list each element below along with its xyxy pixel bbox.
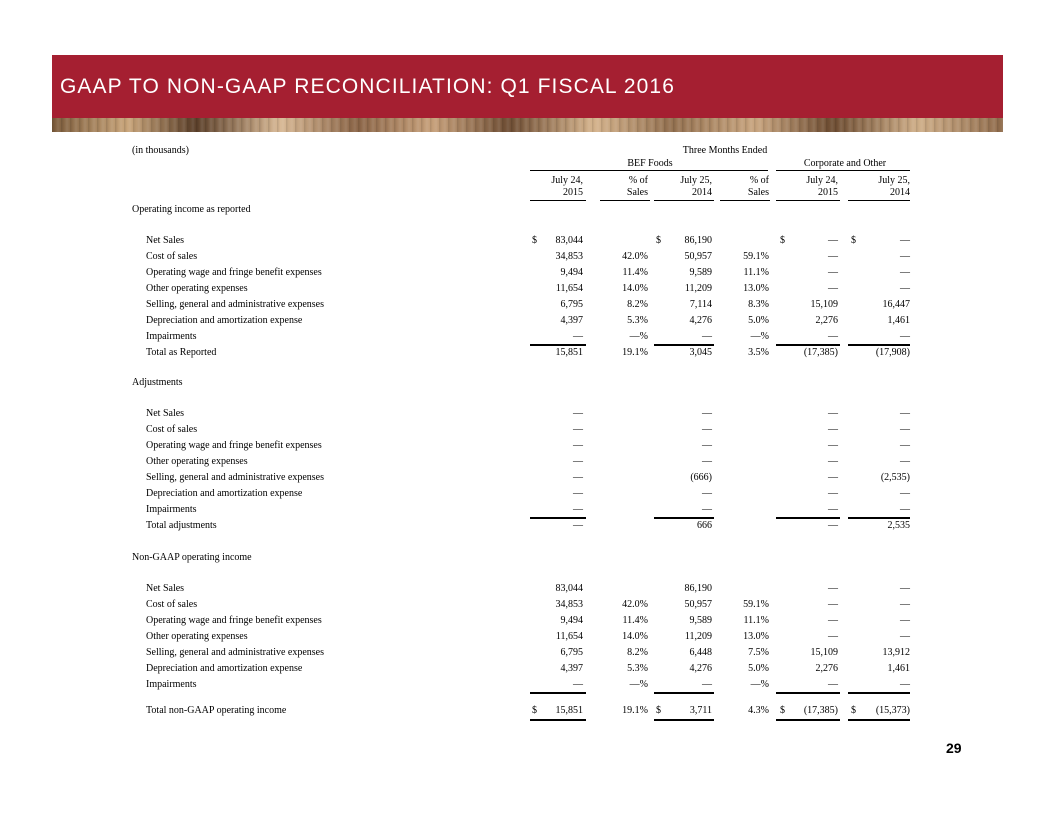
table-cell: (17,385) (803, 347, 838, 358)
table-cell: — (828, 440, 838, 451)
table-cell: — (702, 456, 712, 467)
table-cell: — (702, 440, 712, 451)
table-cell: 3.5% (748, 347, 769, 358)
table-cell: — (702, 408, 712, 419)
row-label: Other operating expenses (146, 631, 248, 642)
table-cell: 6,795 (560, 647, 583, 658)
column-header-line1: % of (628, 175, 648, 186)
column-header-line2: 2015 (818, 187, 838, 198)
group-underline-bef (530, 170, 768, 171)
table-cell: — (828, 615, 838, 626)
column-header-line1: % of (749, 175, 769, 186)
row-label: Depreciation and amortization expense (146, 315, 303, 326)
page-number: 29 (946, 740, 962, 756)
row-label: Depreciation and amortization expense (146, 488, 303, 499)
table-cell: 15,109 (810, 299, 838, 310)
table-cell: — (828, 456, 838, 467)
subtotal-underline (848, 692, 910, 694)
total-double-underline (654, 719, 714, 721)
period-header: Three Months Ended (682, 145, 768, 156)
currency-symbol: $ (851, 235, 856, 246)
table-cell: — (828, 488, 838, 499)
table-cell: — (702, 504, 712, 515)
row-label: Depreciation and amortization expense (146, 663, 303, 674)
table-cell: — (573, 472, 583, 483)
column-header-underline (654, 200, 714, 201)
subtotal-underline (654, 692, 714, 694)
table-cell: 16,447 (882, 299, 910, 310)
table-cell: 15,851 (555, 347, 583, 358)
table-cell: 11.4% (622, 615, 648, 626)
row-label: Operating wage and fringe benefit expenses (146, 615, 322, 626)
table-cell: — (573, 408, 583, 419)
table-cell: 9,589 (689, 267, 712, 278)
row-label: Total as Reported (146, 347, 217, 358)
row-label: Other operating expenses (146, 283, 248, 294)
table-cell: 8.2% (627, 299, 648, 310)
table-cell: — (702, 331, 712, 342)
row-label: Cost of sales (146, 424, 198, 435)
row-label: Impairments (146, 504, 197, 515)
table-cell: 8.2% (627, 647, 648, 658)
column-header-underline (720, 200, 770, 201)
table-cell: 86,190 (684, 235, 712, 246)
table-cell: 11.1% (743, 615, 769, 626)
row-label: Net Sales (146, 583, 185, 594)
table-cell: 2,535 (887, 520, 910, 531)
table-cell: 3,045 (689, 347, 712, 358)
table-cell: — (573, 520, 583, 531)
table-cell: — (828, 408, 838, 419)
row-label: Operating wage and fringe benefit expenses (146, 440, 322, 451)
table-cell: — (573, 331, 583, 342)
table-cell: (2,535) (880, 472, 910, 483)
row-label: Cost of sales (146, 599, 198, 610)
table-cell: — (828, 599, 838, 610)
table-cell: 4,276 (689, 315, 712, 326)
subtotal-underline (776, 692, 840, 694)
currency-symbol: $ (656, 235, 661, 246)
currency-symbol: $ (532, 705, 537, 716)
title-banner (52, 55, 1003, 118)
table-cell: — (900, 583, 910, 594)
table-cell: 34,853 (555, 251, 583, 262)
table-cell: — (828, 331, 838, 342)
table-cell: — (900, 235, 910, 246)
table-cell: — (900, 408, 910, 419)
table-cell: —% (629, 679, 648, 690)
table-cell: 11,654 (555, 283, 583, 294)
table-cell: — (702, 424, 712, 435)
table-cell: — (900, 440, 910, 451)
table-cell: 59.1% (743, 599, 769, 610)
column-header-line2: 2014 (890, 187, 910, 198)
column-header-line2: 2015 (563, 187, 583, 198)
column-header-line1: July 25, (680, 175, 712, 186)
table-cell: —% (750, 679, 769, 690)
table-cell: 7,114 (689, 299, 712, 310)
table-cell: 50,957 (684, 599, 712, 610)
table-cell: — (828, 679, 838, 690)
table-cell: 15,851 (555, 705, 583, 716)
table-cell: 9,494 (560, 615, 583, 626)
table-cell: — (573, 440, 583, 451)
currency-symbol: $ (656, 705, 661, 716)
table-cell: —% (629, 331, 648, 342)
column-header-underline (530, 200, 586, 201)
table-cell: — (573, 488, 583, 499)
table-cell: 7.5% (748, 647, 769, 658)
currency-symbol: $ (780, 235, 785, 246)
row-label: Net Sales (146, 408, 185, 419)
row-label: Impairments (146, 331, 197, 342)
table-cell: — (702, 488, 712, 499)
section-title: Operating income as reported (132, 204, 251, 215)
table-cell: — (900, 331, 910, 342)
row-label: Operating wage and fringe benefit expenses (146, 267, 322, 278)
table-cell: — (573, 456, 583, 467)
table-cell: 50,957 (684, 251, 712, 262)
table-cell: (666) (690, 472, 712, 483)
table-cell: 5.3% (627, 663, 648, 674)
table-cell: 13.0% (743, 631, 769, 642)
column-header-line2: Sales (747, 187, 769, 198)
table-cell: — (828, 520, 838, 531)
row-label: Impairments (146, 679, 197, 690)
table-cell: — (900, 424, 910, 435)
table-cell: — (900, 267, 910, 278)
table-cell: 13,912 (882, 647, 910, 658)
total-double-underline (530, 719, 586, 721)
table-cell: 1,461 (887, 663, 910, 674)
table-cell: — (828, 631, 838, 642)
table-cell: 11,209 (684, 631, 712, 642)
table-cell: 59.1% (743, 251, 769, 262)
table-cell: — (828, 251, 838, 262)
table-cell: — (900, 631, 910, 642)
table-cell: 13.0% (743, 283, 769, 294)
table-cell: 11.1% (743, 267, 769, 278)
table-cell: 3,711 (689, 705, 712, 716)
table-cell: — (900, 283, 910, 294)
page-title: GAAP TO NON-GAAP RECONCILIATION: Q1 FISCAL 2016 (60, 75, 675, 98)
subtotal-underline (530, 692, 586, 694)
table-cell: — (900, 615, 910, 626)
column-header-line1: July 24, (806, 175, 838, 186)
subtotal-underline (848, 344, 910, 346)
table-cell: — (828, 472, 838, 483)
table-cell: — (573, 424, 583, 435)
table-cell: 14.0% (622, 631, 648, 642)
column-header-line2: 2014 (692, 187, 712, 198)
row-label: Selling, general and administrative expenses (146, 299, 325, 310)
table-cell: 19.1% (622, 705, 648, 716)
table-cell: 4,397 (560, 663, 583, 674)
subtotal-underline (530, 517, 586, 519)
row-label: Cost of sales (146, 251, 198, 262)
subtotal-underline (530, 344, 586, 346)
table-cell: — (828, 283, 838, 294)
table-cell: 83,044 (555, 235, 583, 246)
table-cell: 6,448 (689, 647, 712, 658)
currency-symbol: $ (851, 705, 856, 716)
section-title: Adjustments (132, 377, 183, 388)
table-cell: 8.3% (748, 299, 769, 310)
table-cell: 2,276 (815, 315, 838, 326)
table-cell: 4,276 (689, 663, 712, 674)
table-cell: 15,109 (810, 647, 838, 658)
table-cell: 83,044 (555, 583, 583, 594)
units-label: (in thousands) (132, 145, 189, 156)
table-cell: — (900, 456, 910, 467)
table-cell: —% (750, 331, 769, 342)
table-cell: — (900, 504, 910, 515)
decorative-texture-strip (52, 118, 1003, 132)
table-cell: 14.0% (622, 283, 648, 294)
column-header-underline (600, 200, 650, 201)
currency-symbol: $ (780, 705, 785, 716)
column-header-line2: Sales (626, 187, 648, 198)
table-cell: — (573, 679, 583, 690)
subtotal-underline (654, 517, 714, 519)
total-double-underline (848, 719, 910, 721)
table-cell: — (900, 679, 910, 690)
row-label: Total non-GAAP operating income (146, 705, 287, 716)
group-underline-corp (776, 170, 910, 171)
table-cell: 4,397 (560, 315, 583, 326)
table-cell: 34,853 (555, 599, 583, 610)
table-cell: (15,373) (875, 705, 910, 716)
table-cell: 1,461 (887, 315, 910, 326)
table-cell: 9,494 (560, 267, 583, 278)
column-header-underline (848, 200, 910, 201)
column-header-underline (776, 200, 840, 201)
subtotal-underline (654, 344, 714, 346)
total-double-underline (776, 719, 840, 721)
table-cell: 2,276 (815, 663, 838, 674)
table-cell: 42.0% (622, 599, 648, 610)
table-cell: 86,190 (684, 583, 712, 594)
group-header-corporate: Corporate and Other (803, 158, 887, 169)
subtotal-underline (776, 344, 840, 346)
table-cell: 42.0% (622, 251, 648, 262)
table-cell: 11,209 (684, 283, 712, 294)
table-cell: — (900, 251, 910, 262)
subtotal-underline (776, 517, 840, 519)
subtotal-underline (848, 517, 910, 519)
table-cell: 11,654 (555, 631, 583, 642)
table-cell: — (828, 504, 838, 515)
column-header-line1: July 24, (551, 175, 583, 186)
table-cell: — (573, 504, 583, 515)
table-cell: — (828, 424, 838, 435)
table-cell: (17,385) (803, 705, 838, 716)
table-cell: 5.0% (748, 663, 769, 674)
row-label: Other operating expenses (146, 456, 248, 467)
table-cell: 11.4% (622, 267, 648, 278)
table-cell: — (828, 235, 838, 246)
table-cell: 5.0% (748, 315, 769, 326)
column-header-line1: July 25, (878, 175, 910, 186)
section-title: Non-GAAP operating income (132, 552, 252, 563)
currency-symbol: $ (532, 235, 537, 246)
row-label: Total adjustments (146, 520, 217, 531)
table-cell: — (828, 583, 838, 594)
row-label: Net Sales (146, 235, 185, 246)
table-cell: — (702, 679, 712, 690)
table-cell: 6,795 (560, 299, 583, 310)
table-cell: (17,908) (875, 347, 910, 358)
table-cell: — (900, 599, 910, 610)
table-cell: 666 (697, 520, 712, 531)
table-cell: 9,589 (689, 615, 712, 626)
table-cell: 4.3% (748, 705, 769, 716)
row-label: Selling, general and administrative expenses (146, 647, 325, 658)
table-cell: 5.3% (627, 315, 648, 326)
table-cell: — (900, 488, 910, 499)
table-cell: 19.1% (622, 347, 648, 358)
table-cell: — (828, 267, 838, 278)
row-label: Selling, general and administrative expenses (146, 472, 325, 483)
group-header-bef-foods: BEF Foods (627, 158, 673, 169)
